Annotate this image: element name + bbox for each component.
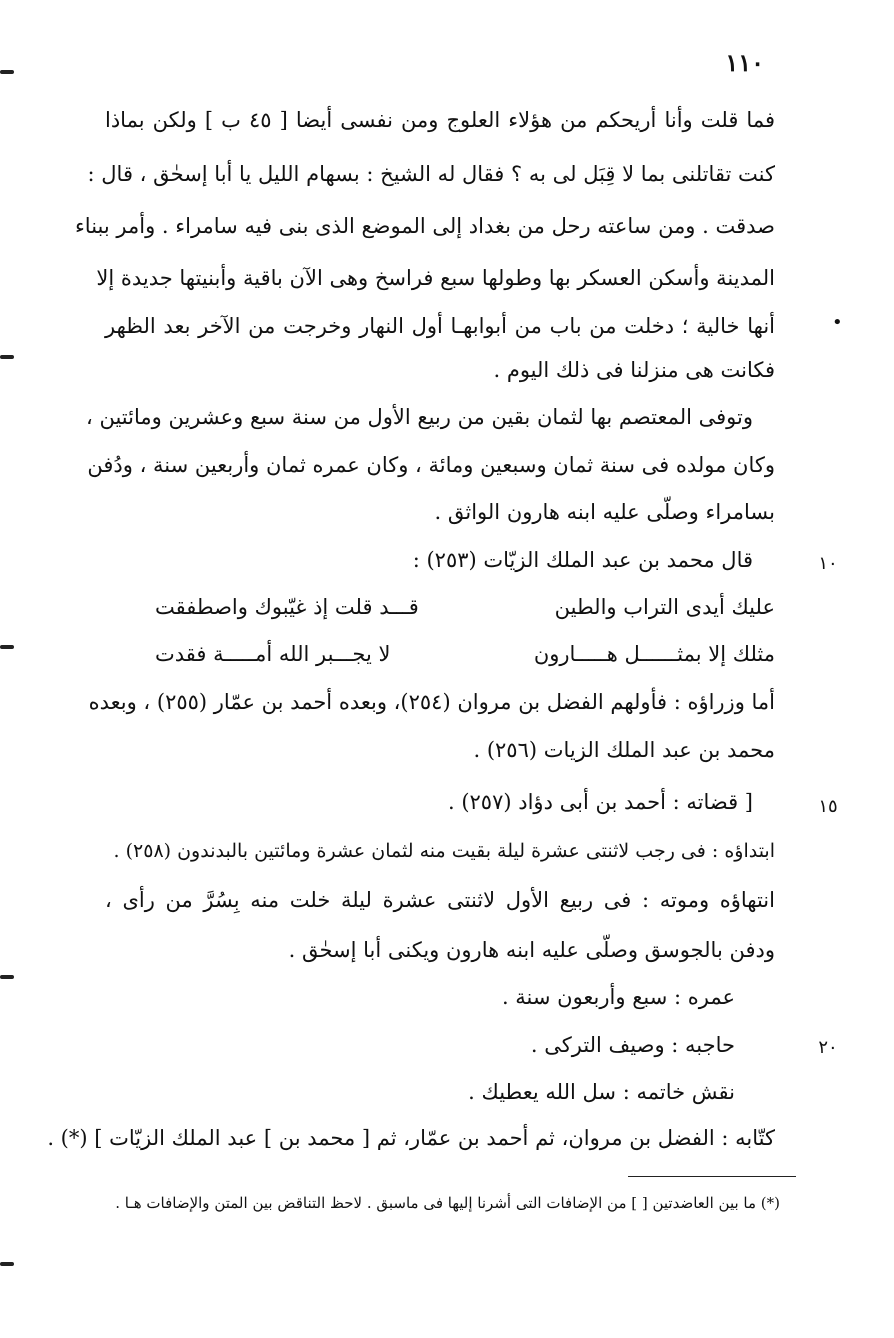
edge-mark [0, 1262, 14, 1266]
verse-hemistich-first: قـــد قلت إذ غيّبوك واصطفقت [155, 595, 419, 619]
verse-line [155, 642, 775, 666]
verse-hemistich-second: عليك أيدى التراب والطين [554, 595, 775, 619]
text-line: كنت تقاتلنى بما لا قِبَل لى به ؟ فقال له الشيخ : بسهام الليل يا أبا إسحٰق ، قال : [87, 162, 775, 186]
text-line: وتوفى المعتصم بها لثمان بقين من ربيع الأول من سنة سبع وعشرين ومائتين ، [86, 405, 753, 429]
footnote: (*) ما بين العاضدتين [ ] من الإضافات التى أشرنا إليها فى ماسبق . لاحظ التناقض بين المتن والإضافات هـا . [115, 1194, 780, 1212]
text-line: بسامراء وصلّى عليه ابنه هارون الواثق . [434, 500, 775, 524]
margin-dot: • [832, 312, 843, 333]
text-line: المدينة وأسكن العسكر بها وطولها سبع فراسخ وهى الآن باقية وأبنيتها جديدة إلا [96, 266, 775, 290]
line-number-10: ١٠ [818, 553, 838, 574]
page-number: ١١٠ [725, 48, 764, 77]
edge-mark [0, 70, 14, 74]
text-line: محمد بن عبد الملك الزيات (٢٥٦) . [473, 738, 775, 762]
text-line: نقش خاتمه : سل الله يعطيك . [468, 1080, 735, 1104]
text-line: صدقت . ومن ساعته رحل من بغداد إلى الموضع الذى بنى فيه سامراء . وأمر ببناء [74, 214, 775, 238]
main-text [47, 0, 776, 1170]
line-number-15: ١٥ [818, 796, 838, 817]
edge-mark [0, 975, 14, 979]
edge-mark [0, 645, 14, 649]
text-line: ودفن بالجوسق وصلّى عليه ابنه هارون ويكنى أبا إسحٰق . [288, 938, 775, 962]
text-line: أما وزراؤه : فأولهم الفضل بن مروان (٢٥٤)، وبعده أحمد بن عمّار (٢٥٥) ، وبعده [88, 690, 775, 714]
text-line: ابتداؤه : فى رجب لاثنتى عشرة ليلة بقيت منه لثمان عشرة ومائتين بالبدندون (٢٥٨) . [113, 840, 775, 862]
line-number-20: ٢٠ [818, 1037, 838, 1058]
text-line: حاجبه : وصيف التركى . [530, 1033, 735, 1057]
text-line: فكانت هى منزلنا فى ذلك اليوم . [493, 358, 775, 382]
verse-hemistich-first: لا يجـــبر الله أمـــــة فقدت [155, 642, 391, 666]
text-line: فما قلت وأنا أريحكم من هؤلاء العلوج ومن نفسى أيضا [ ٤٥ ب ] ولكن بماذا [105, 108, 776, 132]
text-line: عمره : سبع وأربعون سنة . [501, 985, 735, 1009]
edge-mark [0, 355, 14, 359]
text-line: كتّابه : الفضل بن مروان، ثم أحمد بن عمّار، ثم [ محمد بن ] عبد الملك الزيّات ] (*) . [47, 1126, 775, 1150]
text-line: وكان مولده فى سنة ثمان وسبعين ومائة ، وكان عمره ثمان وأربعين سنة ، ودُفن [87, 453, 775, 477]
verse-line [155, 595, 775, 619]
text-line: قال محمد بن عبد الملك الزيّات (٢٥٣) : [412, 548, 753, 572]
footnote-divider [628, 1176, 796, 1177]
text-line: أنها خالية ؛ دخلت من باب من أبوابهـا أول النهار وخرجت من الآخر بعد الظهر [105, 314, 775, 338]
verse-hemistich-second: مثلك إلا بمثــــــل هـــــارون [533, 642, 775, 666]
text-line: انتهاؤه وموته : فى ربيع الأول لاثنتى عشرة ليلة خلت منه بِسُرَّ من رأى ، [105, 888, 775, 912]
text-line: [ قضاته : أحمد بن أبى دؤاد (٢٥٧) . [447, 790, 753, 814]
